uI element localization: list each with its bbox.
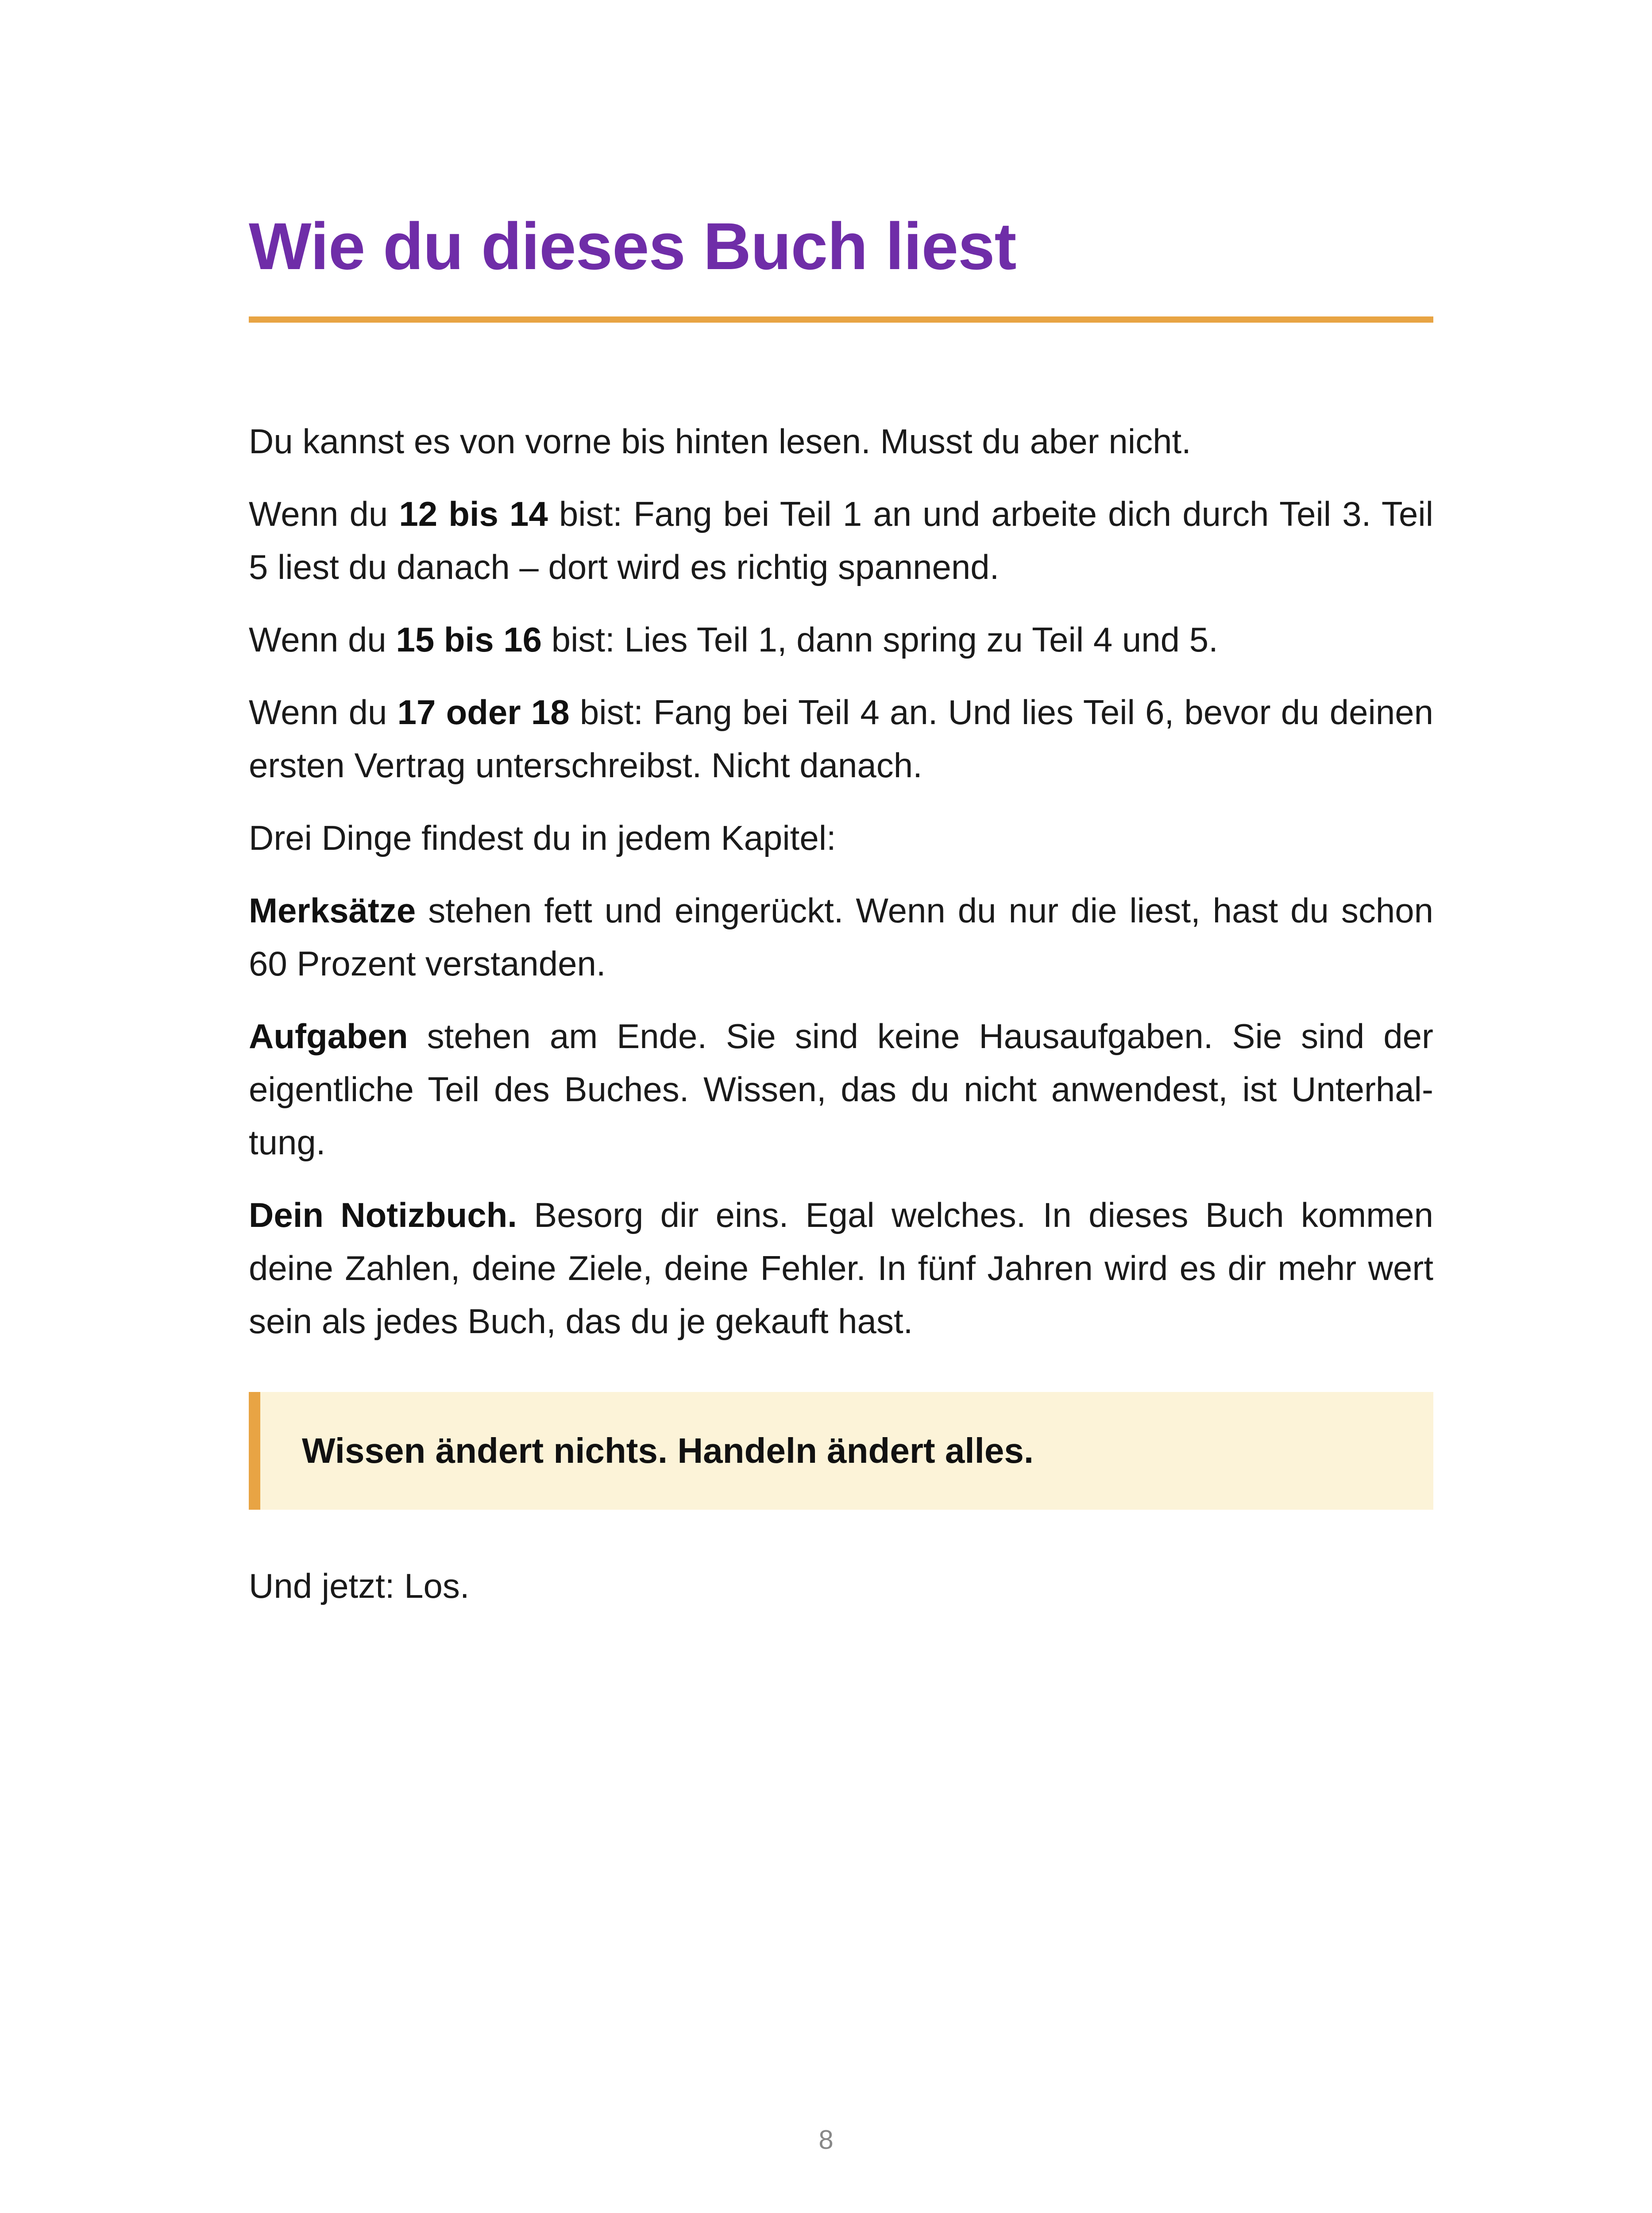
title-underline — [249, 316, 1433, 323]
bold-term: 12 bis 14 — [399, 494, 548, 533]
paragraph — [249, 686, 1433, 792]
bold-term: Merksätze — [249, 891, 416, 930]
paragraph — [249, 415, 1433, 468]
paragraph — [249, 1188, 1433, 1348]
page-content — [249, 208, 1433, 1632]
text-run: stehen fett und eingerückt. Wenn du nur die liest, hast du schon 60 Prozent verstanden. — [249, 891, 1433, 983]
bold-term: 17 oder 18 — [397, 692, 570, 732]
text-run: bist: Lies Teil 1, dann spring zu Teil 4 und 5. — [542, 620, 1218, 659]
text-run: stehen am Ende. Sie sind keine Hausaufgaben. Sie sind der eigentliche Teil des Buches. Wissen, das du nicht anwendest, ist Unterhaltung. — [249, 1016, 1433, 1162]
text-run: bist: Fang bei Teil 1 an und arbeite dich durch Teil 3. Teil 5 liest du danach – dort wird es richtig spannend. — [249, 494, 1434, 586]
callout-box — [249, 1392, 1433, 1510]
text-run: Drei Dinge findest du in jedem Kapitel: — [249, 818, 836, 857]
paragraph — [249, 884, 1433, 990]
page-title: Wie du dieses Buch liest — [249, 209, 1016, 283]
paragraph — [249, 487, 1433, 594]
bold-term: Aufgaben — [249, 1016, 408, 1056]
text-run: Wenn du — [249, 692, 398, 732]
paragraph — [249, 1010, 1433, 1169]
bold-term: 15 bis 16 — [396, 620, 542, 659]
text-run: Wenn du — [249, 494, 399, 533]
paragraph — [249, 811, 1433, 864]
page-number: 8 — [818, 2125, 834, 2155]
text-run: Besorg dir eins. Egal welches. In dieses Buch kommen deine Zahlen, deine Ziele, deine Fehler. In fünf Jahren wird es dir mehr wert sein als jedes Buch, das du je gekauft hast. — [249, 1195, 1433, 1341]
text-run: Wenn du — [249, 620, 396, 659]
bold-term: Dein Notizbuch. — [249, 1195, 517, 1234]
text-run: Du kannst es von vorne bis hinten lesen. Musst du aber nicht. — [249, 421, 1191, 461]
text-run: bist: Fang bei Teil 4 an. Und lies Teil 6, bevor du deinen ersten Vertrag unterschreibst. Nicht danach. — [249, 692, 1434, 785]
callout-text: Wissen ändert nichts. Handeln ändert alles. — [302, 1430, 1034, 1470]
closing-line: Und jetzt: Los. — [249, 1566, 470, 1605]
paragraph — [249, 613, 1433, 666]
body-text — [249, 415, 1433, 1612]
